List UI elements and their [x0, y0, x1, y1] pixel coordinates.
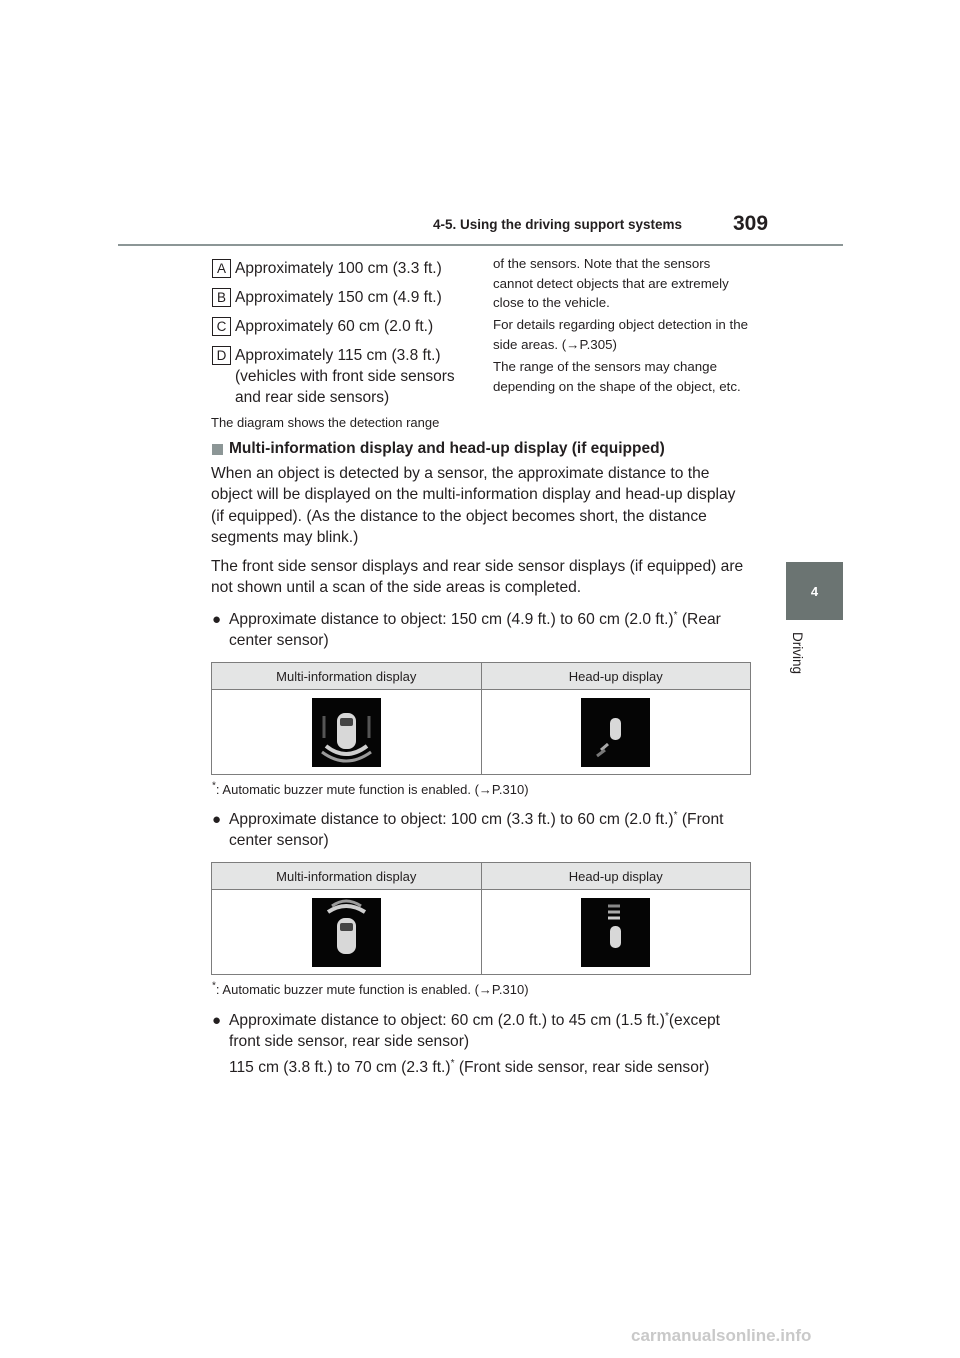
legend-text: Approximately 150 cm (4.9 ft.)	[235, 289, 442, 306]
paragraph: When an object is detected by a sensor, the approximate distance to the object will be displayed on the multi-information display and head-up display (if equipped). (As the distance to the object becomes short, the distance segments may blink.)	[211, 465, 736, 546]
paragraph: The front side sensor displays and rear side sensor displays (if equipped) are not shown until a scan of the side areas is completed.	[211, 558, 744, 597]
footnote-marker: *	[212, 980, 216, 992]
bullet-main: Approximate distance to object: 60 cm (2.0 ft.) to 45 cm (1.5 ft.)	[229, 1012, 665, 1029]
column-header-hud: Head-up display	[481, 863, 751, 890]
watermark: carmanualsonline.info	[631, 1326, 812, 1345]
bullet-main: 115 cm (3.8 ft.) to 70 cm (2.3 ft.)	[229, 1059, 451, 1076]
bullet-text	[229, 1010, 752, 1053]
subheading-text: Multi-information display and head-up display (if equipped)	[229, 440, 665, 457]
legend-badge: C	[212, 317, 231, 336]
legend-text: Approximately 115 cm (3.8 ft.) (vehicles with front side sensors and rear side sensors)	[235, 347, 455, 406]
hud-cell	[481, 890, 751, 975]
bullet-text	[229, 609, 752, 652]
bullet-dot-icon: ●	[212, 811, 222, 828]
subheading	[212, 440, 665, 458]
column-header-mid: Multi-information display	[212, 863, 482, 890]
legend-badge: B	[212, 288, 231, 307]
column-header-mid: Multi-information display	[212, 663, 482, 690]
display-table-front	[211, 862, 751, 975]
chapter-label: Driving	[790, 632, 805, 675]
bullet-item	[212, 1010, 752, 1053]
legend-item-c	[212, 316, 475, 337]
bullet-main: Approximate distance to object: 100 cm (3.3 ft.) to 60 cm (2.0 ft.)	[229, 811, 674, 828]
footnote-marker: *	[212, 780, 216, 792]
legend-text: Approximately 60 cm (2.0 ft.)	[235, 318, 434, 335]
column-header-hud: Head-up display	[481, 663, 751, 690]
side-note: For details regarding object detection in the side areas. (→P.305)	[493, 317, 749, 352]
hud-cell	[481, 690, 751, 775]
bullet-main: Approximate distance to object: 150 cm (4.9 ft.) to 60 cm (2.0 ft.)	[229, 611, 674, 628]
footnote-marker: *	[450, 1057, 455, 1069]
bullet-continuation	[229, 1057, 759, 1078]
footnote-marker: *	[673, 609, 678, 621]
bullet-tail: (Front side sensor, rear side sensor)	[454, 1059, 710, 1076]
footnote	[212, 782, 529, 797]
bullet-item	[212, 809, 752, 852]
bullet-dot-icon: ●	[212, 1012, 222, 1029]
diagram-caption: The diagram shows the detection range	[211, 415, 440, 430]
display-table-rear	[211, 662, 751, 775]
bullet-text	[229, 809, 752, 852]
bullet-tail: (Rear center sensor)	[229, 611, 721, 650]
legend-badge: D	[212, 346, 231, 365]
footnote	[212, 982, 529, 997]
legend-badge: A	[212, 259, 231, 278]
mid-front-sensor-screen	[312, 898, 381, 967]
mid-rear-sensor-screen	[312, 698, 381, 767]
bullet-tail: (except front side sensor, rear side sensor)	[229, 1012, 720, 1051]
legend-text: Approximately 100 cm (3.3 ft.)	[235, 260, 442, 277]
header-divider	[118, 244, 843, 246]
legend-item-d	[212, 345, 475, 408]
page-number: 309	[733, 212, 769, 235]
bullet-dot-icon: ●	[212, 611, 222, 628]
bullet-item	[212, 609, 752, 652]
hud-rear-sensor-screen	[581, 698, 650, 767]
footnote-marker: *	[673, 809, 678, 821]
mid-cell	[212, 690, 482, 775]
legend-item-b	[212, 287, 475, 308]
legend-item-a	[212, 258, 475, 279]
footnote-text: : Automatic buzzer mute function is enabled. (→P.310)	[215, 782, 529, 797]
square-bullet-icon	[212, 444, 223, 455]
mid-cell	[212, 890, 482, 975]
side-note: of the sensors. Note that the sensors cannot detect objects that are extremely close to the vehicle.	[493, 256, 729, 310]
chapter-tab: 4	[786, 562, 843, 620]
footnote-marker: *	[664, 1010, 669, 1022]
bullet-tail: (Front center sensor)	[229, 811, 724, 850]
footnote-text: : Automatic buzzer mute function is enabled. (→P.310)	[215, 982, 529, 997]
side-note: The range of the sensors may change depending on the shape of the object, etc.	[493, 359, 741, 394]
hud-front-sensor-screen	[581, 898, 650, 967]
section-title: 4-5. Using the driving support systems	[433, 217, 683, 232]
